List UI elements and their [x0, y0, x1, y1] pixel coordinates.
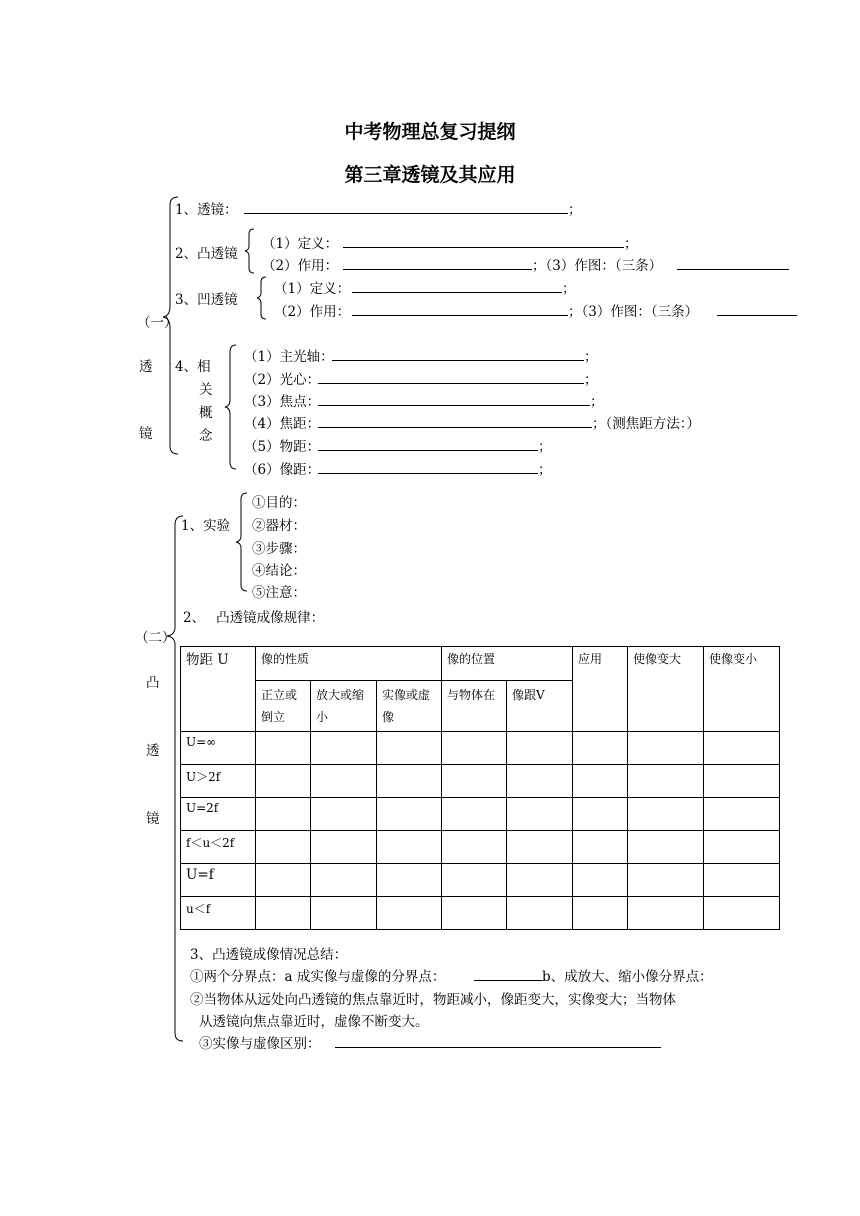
table-cell[interactable]: [628, 798, 704, 831]
concept-4-end: ；（测焦距方法：）: [592, 416, 700, 432]
concept-1-end: ；: [584, 349, 598, 365]
chapter-title: 第三章透镜及其应用: [344, 164, 516, 186]
table-cell[interactable]: [507, 897, 573, 930]
header-make-bigger: 使像变大: [628, 647, 704, 732]
summary-title: 3、凸透镜成像情况总结：: [190, 947, 348, 963]
table-cell[interactable]: [507, 798, 573, 831]
table-cell[interactable]: [256, 798, 311, 831]
row-label: u＜f: [181, 897, 256, 930]
item2-sub2-label: （2）作用：: [262, 258, 339, 274]
table-cell[interactable]: [573, 732, 628, 765]
table-cell[interactable]: [442, 897, 507, 930]
item4-char-2: 概: [199, 405, 213, 421]
concept-6-blank: [318, 473, 538, 474]
table-cell[interactable]: [256, 897, 311, 930]
experiment-brace: [233, 492, 249, 592]
item2-sub1-label: （1）定义：: [262, 236, 339, 252]
item3-draw-blank: [717, 315, 797, 316]
item2-sub2-mid: ；（3）作图：（三条）: [532, 258, 663, 274]
table-row: [181, 732, 780, 765]
table-cell[interactable]: [377, 831, 442, 864]
summary-1-blank: [474, 980, 542, 981]
summary-2-line2: 从透镜向焦点靠近时，虚像不断变大。: [199, 1014, 429, 1030]
item2-draw-blank: [677, 269, 789, 270]
item3-sub1-blank: [352, 292, 562, 293]
table-row: [181, 831, 780, 864]
table-cell[interactable]: [311, 831, 377, 864]
table-cell[interactable]: [573, 897, 628, 930]
table-cell[interactable]: [256, 765, 311, 798]
table-cell[interactable]: [442, 831, 507, 864]
concept-1-blank: [332, 360, 584, 361]
item1-label: 1、透镜：: [175, 202, 238, 218]
table-cell[interactable]: [507, 831, 573, 864]
concept-5-end: ；: [538, 439, 552, 455]
concept-3-label: （3）焦点：: [244, 394, 321, 410]
table-cell[interactable]: [704, 798, 780, 831]
summary-1-a: ①两个分界点：a 成实像与虚像的分界点：: [190, 969, 446, 985]
table-cell[interactable]: [256, 831, 311, 864]
table-cell[interactable]: [704, 732, 780, 765]
table-row: [181, 864, 780, 897]
exp-item-4: ④结论：: [252, 563, 306, 579]
table-cell[interactable]: [507, 864, 573, 897]
table-cell[interactable]: [442, 765, 507, 798]
row-label: U=f: [181, 864, 256, 897]
table-cell[interactable]: [573, 831, 628, 864]
section2-char-1: 凸: [146, 675, 160, 691]
table-cell[interactable]: [704, 831, 780, 864]
header-make-smaller: 使像变小: [704, 647, 780, 732]
table-cell[interactable]: [377, 765, 442, 798]
item2-sub2-blank: [343, 269, 532, 270]
table-cell[interactable]: [442, 732, 507, 765]
concept-5-blank: [318, 450, 538, 451]
item2-sub1-blank: [343, 247, 624, 248]
table-cell[interactable]: [704, 897, 780, 930]
imaging-rules-table: [180, 646, 780, 930]
table-cell[interactable]: [628, 765, 704, 798]
table-cell[interactable]: [256, 864, 311, 897]
table-cell[interactable]: [628, 897, 704, 930]
table-cell[interactable]: [704, 765, 780, 798]
table-cell[interactable]: [377, 732, 442, 765]
section2-char-2: 透: [146, 743, 160, 759]
concept-4-label: （4）焦距：: [244, 416, 321, 432]
item2-brace: [242, 228, 256, 274]
item1-blank: [244, 213, 568, 214]
imaging-rules-title: 2、 凸透镜成像规律：: [183, 610, 325, 626]
section2-char-3: 镜: [146, 811, 160, 827]
concept-2-end: ；: [584, 372, 598, 388]
table-cell[interactable]: [311, 798, 377, 831]
table-cell[interactable]: [377, 864, 442, 897]
summary-3-label: ③实像与虚像区别：: [199, 1036, 321, 1052]
section1-char-2: 镜: [139, 426, 153, 442]
section1-label: （一）: [137, 315, 178, 331]
concept-6-label: （6）像距：: [244, 462, 321, 478]
table-cell[interactable]: [628, 732, 704, 765]
item2-label: 2、凸透镜: [175, 246, 238, 262]
table-cell[interactable]: [377, 897, 442, 930]
subheader-same-side: 与物体在: [442, 681, 507, 732]
section1-char-1: 透: [139, 359, 153, 375]
table-cell[interactable]: [311, 732, 377, 765]
table-cell[interactable]: [311, 765, 377, 798]
header-image-nature: 像的性质: [256, 647, 442, 681]
row-label: U＞2f: [181, 765, 256, 798]
header-object-distance: 物距 U: [181, 647, 256, 732]
exp-item-1: ①目的：: [252, 495, 306, 511]
exp-item-2: ②器材：: [252, 518, 306, 534]
item3-brace: [254, 276, 268, 320]
table-row: [181, 798, 780, 831]
table-cell[interactable]: [704, 864, 780, 897]
table-cell[interactable]: [507, 765, 573, 798]
subheader-image-distance: 像跟V: [507, 681, 573, 732]
header-application: 应用: [573, 647, 628, 732]
item3-sub2-blank: [352, 315, 568, 316]
header-image-position: 像的位置: [442, 647, 573, 681]
concept-3-end: ；: [590, 394, 604, 410]
table-cell[interactable]: [311, 897, 377, 930]
subheader-upright: 正立或倒立: [256, 681, 311, 732]
item2-sub1-end: ；: [624, 236, 638, 252]
item4-char-3: 念: [199, 428, 213, 444]
exp-item-5: ⑤注意：: [252, 585, 306, 601]
table-cell[interactable]: [573, 798, 628, 831]
concept-3-blank: [318, 405, 590, 406]
item3-sub2-label: （2）作用：: [274, 304, 351, 320]
concept-5-label: （5）物距：: [244, 439, 321, 455]
subheader-magnify: 放大或缩小: [311, 681, 377, 732]
concept-6-end: ；: [538, 462, 552, 478]
exp-item-3: ③步骤：: [252, 541, 306, 557]
table-row: [181, 897, 780, 930]
table-cell[interactable]: [442, 864, 507, 897]
subheader-real: 实像或虚像: [377, 681, 442, 732]
table-cell[interactable]: [256, 732, 311, 765]
section2-label: （二）: [135, 630, 176, 646]
concept-2-blank: [318, 383, 584, 384]
table-row: [181, 765, 780, 798]
item3-sub1-label: （1）定义：: [274, 281, 351, 297]
item3-sub2-mid: ；（3）作图：（三条）: [568, 304, 699, 320]
summary-3-blank: [335, 1047, 661, 1048]
concept-2-label: （2）光心：: [244, 372, 321, 388]
table-cell[interactable]: [628, 864, 704, 897]
summary-2-line1: ②当物体从远处向凸透镜的焦点靠近时，物距减小，像距变大，实像变大；当物体: [190, 992, 676, 1008]
row-label: U=∞: [181, 732, 256, 765]
experiment-label: 1、实验: [181, 518, 231, 534]
concept-4-blank: [318, 427, 592, 428]
table-cell[interactable]: [311, 864, 377, 897]
item1-end: ；: [568, 202, 582, 218]
row-label: f＜u＜2f: [181, 831, 256, 864]
table-cell[interactable]: [573, 765, 628, 798]
table-cell[interactable]: [628, 831, 704, 864]
concept-1-label: （1）主光轴：: [244, 349, 334, 365]
table-cell[interactable]: [573, 864, 628, 897]
item4-label: 4、相: [175, 359, 211, 375]
item3-label: 3、凹透镜: [175, 292, 238, 308]
table-cell[interactable]: [377, 798, 442, 831]
table-cell[interactable]: [442, 798, 507, 831]
item4-brace: [222, 344, 238, 470]
row-label: U=2f: [181, 798, 256, 831]
summary-1-b: b、成放大、缩小像分界点：: [542, 969, 713, 985]
item4-char-1: 关: [199, 382, 213, 398]
table-cell[interactable]: [507, 732, 573, 765]
page-title: 中考物理总复习提纲: [344, 121, 516, 143]
item3-sub1-end: ；: [562, 281, 576, 297]
